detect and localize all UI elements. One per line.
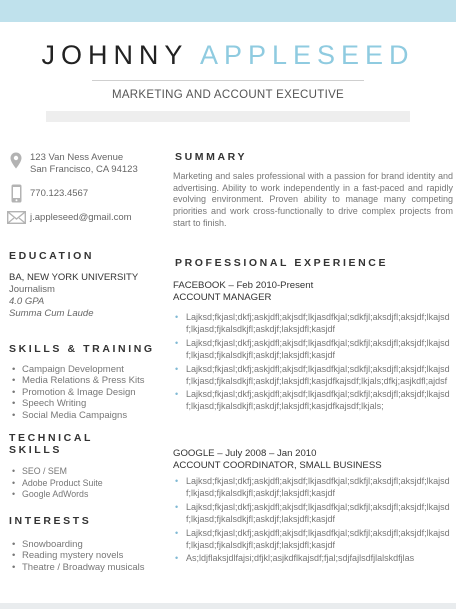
header-accent-band: [0, 0, 456, 22]
bullet-item: • Lajksd;fkjasl;dkfj;askjdfl;akjsdf;lkjasdfkjal;sdkfjl;aksdjfl;aksjdf;lkajsdf;lkjasd;fjkalsdkjfl;askdjf;laksjdfl;kasjdf: [173, 338, 453, 362]
job-google-bullets: [173, 476, 453, 567]
list-item: • Adobe Product Suite: [12, 478, 103, 490]
education-block: [9, 272, 138, 320]
major: Journalism: [9, 284, 55, 295]
list-item: • Snowboarding: [12, 539, 145, 550]
header-divider: [92, 80, 364, 81]
job-role: ACCOUNT COORDINATOR, SMALL BUSINESS: [173, 459, 382, 471]
honors: Summa Cum Laude: [9, 308, 94, 319]
job-title: MARKETING AND ACCOUNT EXECUTIVE: [111, 89, 345, 101]
list-item: • Theatre / Broadway musicals: [12, 562, 145, 573]
location-pin-icon: [6, 152, 26, 169]
bullet-item: • As;ldjflaksjdlfajsi;dfjkl;asjkdflkajsdf;fjal;sdjfajlsdfjlalskdfjlas: [173, 553, 453, 565]
last-name: APPLESEED: [199, 40, 415, 70]
address-line-1: 123 Van Ness Avenue: [30, 152, 124, 163]
summary-text: Marketing and sales professional with a passion for brand identity and advertising. Ability to work independently in a fast-paced and rapidly evolving environment. Proven ability to manage many competing priorities and work cross-functionally to drive complex projects from start to finish.: [173, 171, 453, 228]
address-line-2: San Francisco, CA 94123: [30, 164, 138, 175]
first-name: JOHNNY: [41, 40, 188, 70]
footer-band: [0, 603, 456, 609]
bullet-item: • Lajksd;fkjasl;dkfj;askjdfl;akjsdf;lkjasdfkjal;sdkfjl;aksdjfl;aksjdf;lkajsdf;lkjasd;fjkalsdkjfl;askdjf;laksjdfl;kasjdf: [173, 502, 453, 526]
bullet-item: • Lajksd;fkjasl;dkfj;askjdfl;akjsdf;lkjasdfkjal;sdkfjl;aksdjfl;aksjdf;lkajsdf;lkjasd;fjkalsdkjfl;askdjf;laksjdfl;kasjdf: [173, 528, 453, 552]
interests-heading: INTERESTS: [9, 515, 92, 527]
list-item: • Media Relations & Press Kits: [12, 375, 145, 386]
job-google: [173, 448, 382, 471]
bullet-item: • Lajksd;fkjasl;dkfj;askjdfl;akjsdf;lkjasdfkjal;sdkfjl;aksdjfl;aksjdf;lkajsdf;lkjasd;fjkalsdkjfl;askdjf;laksjdfl;kasjdf: [173, 312, 453, 336]
envelope-icon: [6, 211, 26, 224]
contact-address: [6, 152, 138, 176]
bullet-item: • Lajksd;fkjasl;dkfj;askjdfl;akjsdf;lkjasdfkjal;sdkfjl;aksdjfl;aksjdf;lkajsdf;lkjasd;fjkalsdkjfl;askdjf;laksjdfl;kasjdf: [173, 476, 453, 500]
company-dates: GOOGLE – July 2008 – Jan 2010: [173, 448, 317, 459]
education-heading: EDUCATION: [9, 250, 95, 262]
interests-list: [12, 539, 145, 573]
technical-skills-heading: [9, 432, 93, 456]
bullet-item: • Lajksd;fkjasl;dkfj;askjdfl;akjsdf;lkjasdfkjal;sdkfjl;aksdjfl;aksjdf;lkajsdf;lkjasd;fjkalsdkjfl;askdjf;laksjdfl;kasjdfkajsdf;lkjals;: [173, 389, 453, 413]
skills-heading: SKILLS & TRAINING: [9, 343, 155, 355]
gpa: 4.0 GPA: [9, 296, 45, 307]
job-facebook-bullets: [173, 312, 453, 415]
contact-email: [6, 211, 132, 224]
contact-phone: [6, 184, 88, 203]
school-name: BA, NEW YORK UNIVERSITY: [9, 272, 139, 283]
email-address: j.appleseed@gmail.com: [30, 212, 132, 223]
phone-number: 770.123.4567: [30, 188, 89, 199]
list-item: • Promotion & Image Design: [12, 387, 145, 398]
list-item: • SEO / SEM: [12, 466, 103, 478]
candidate-name: [0, 40, 456, 71]
list-item: • Social Media Campaigns: [12, 410, 145, 421]
company-dates: FACEBOOK – Feb 2010-Present: [173, 280, 314, 291]
list-item: • Speech Writing: [12, 398, 145, 409]
skills-list: [12, 364, 145, 421]
summary-heading: SUMMARY: [175, 151, 248, 163]
bullet-item: • Lajksd;fkjasl;dkfj;askjdfl;akjsdf;lkjasdfkjal;sdkfjl;aksdjfl;aksjdf;lkajsdf;lkjasd;fjkalsdkjfl;askdjf;laksjdfl;kasjdfkajsdf;lkjals;dfkj;asjkdfl;ajdsf: [173, 364, 453, 388]
technical-skills-list: [12, 466, 103, 501]
title-shade-bar: [46, 111, 410, 122]
job-facebook: [173, 280, 313, 303]
list-item: • Campaign Development: [12, 364, 145, 375]
technical-heading-line-1: TECHNICAL: [9, 432, 94, 444]
experience-heading: PROFESSIONAL EXPERIENCE: [175, 257, 389, 269]
phone-icon: [6, 184, 26, 203]
list-item: • Google AdWords: [12, 489, 103, 501]
job-role: ACCOUNT MANAGER: [173, 291, 272, 303]
list-item: • Reading mystery novels: [12, 550, 145, 561]
technical-heading-line-2: SKILLS: [9, 444, 62, 456]
